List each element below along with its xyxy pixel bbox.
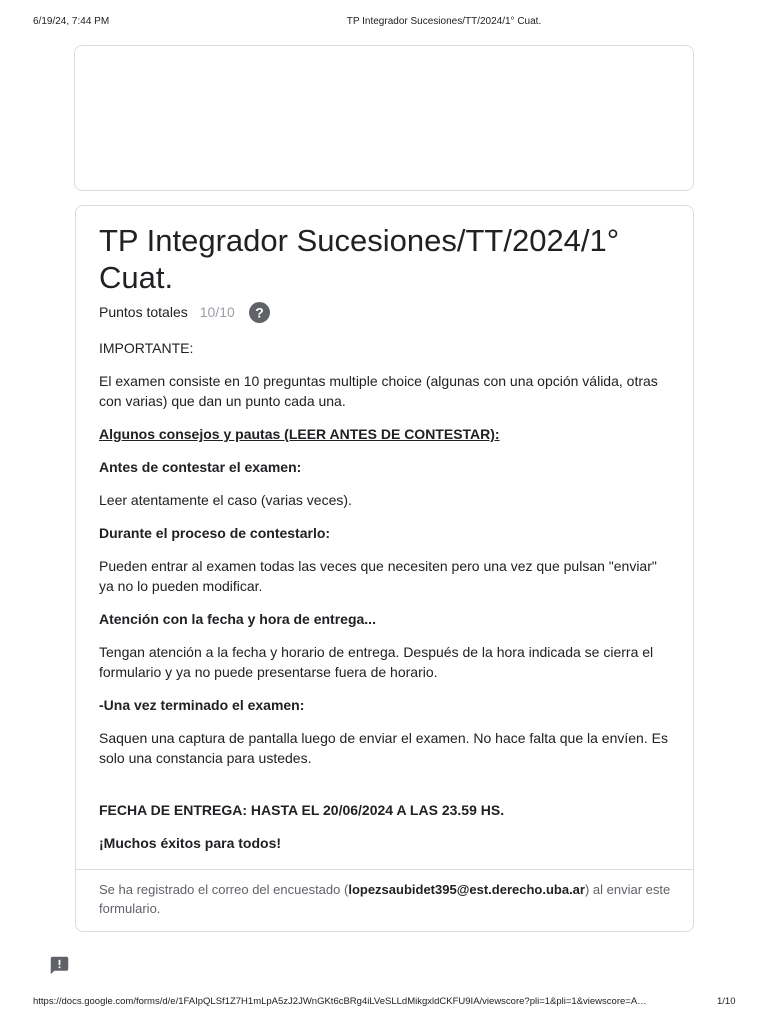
card-footer <box>76 869 693 931</box>
description-important: IMPORTANTE: <box>99 340 194 356</box>
print-header <box>0 16 768 32</box>
description-before-heading: Antes de contestar el examen: <box>99 459 302 475</box>
description-after-heading: -Una vez terminado el examen: <box>99 697 305 713</box>
score-label: Puntos totales <box>99 304 188 320</box>
report-issue-icon[interactable] <box>49 955 70 976</box>
print-page-number: 1/10 <box>717 996 736 1007</box>
print-footer <box>0 996 768 1010</box>
description-spacer <box>99 781 671 800</box>
score-row <box>99 301 270 323</box>
respondent-email: lopezsaubidet395@est.derecho.uba.ar <box>348 882 585 897</box>
svg-text:?: ? <box>255 304 264 320</box>
form-title: TP Integrador Sucesiones/TT/2024/1° Cuat. <box>99 223 620 295</box>
description-before-text: Leer atentamente el caso (varias veces). <box>99 492 352 508</box>
description-tips-heading: Algunos consejos y pautas (LEER ANTES DE CONTESTAR): <box>99 426 500 442</box>
description-during-heading: Durante el proceso de contestarlo: <box>99 525 331 541</box>
print-title: TP Integrador Sucesiones/TT/2024/1° Cuat. <box>346 16 542 27</box>
print-datetime: 6/19/24, 7:44 PM <box>33 16 110 27</box>
description-during-text: Pueden entrar al examen todas las veces que necesiten pero una vez que pulsan "enviar" ya no lo pueden modificar. <box>99 558 657 594</box>
email-notice-prefix: Se ha registrado el correo del encuestado ( <box>99 882 349 897</box>
print-url: https://docs.google.com/forms/d/e/1FAIpQLSf1Z7H1mLpA5zJ2JWnGKt6cBRg4iLVeSLLdMikgxldCKFU9IA/viewscore?pli=1&pli=1&viewscore=A… <box>33 996 647 1007</box>
score-value: 10/10 <box>199 304 235 320</box>
description-due-date: FECHA DE ENTREGA: HASTA EL 20/06/2024 A LAS 23.59 HS. <box>99 802 505 818</box>
help-icon[interactable] <box>249 302 270 323</box>
description-deadline-heading: Atención con la fecha y hora de entrega... <box>99 611 376 627</box>
form-description <box>99 338 671 866</box>
description-deadline-text: Tengan atención a la fecha y horario de entrega. Después de la hora indicada se cierra el formulario y ya no puede presentarse fuera de horario. <box>99 644 654 680</box>
description-good-luck: ¡Muchos éxitos para todos! <box>99 835 282 851</box>
form-info-card <box>75 205 694 932</box>
header-banner-card <box>74 45 694 191</box>
description-after-text: Saquen una captura de pantalla luego de enviar el examen. No hace falta que la envíen. Es solo una constancia para ustedes. <box>99 730 668 766</box>
description-exam-info: El examen consiste en 10 preguntas multiple choice (algunas con una opción válida, otras con varias) que dan un punto cada una. <box>99 373 658 409</box>
email-notice-suffix: ) al enviar este formulario. <box>99 882 671 916</box>
respondent-email-notice <box>99 880 674 918</box>
